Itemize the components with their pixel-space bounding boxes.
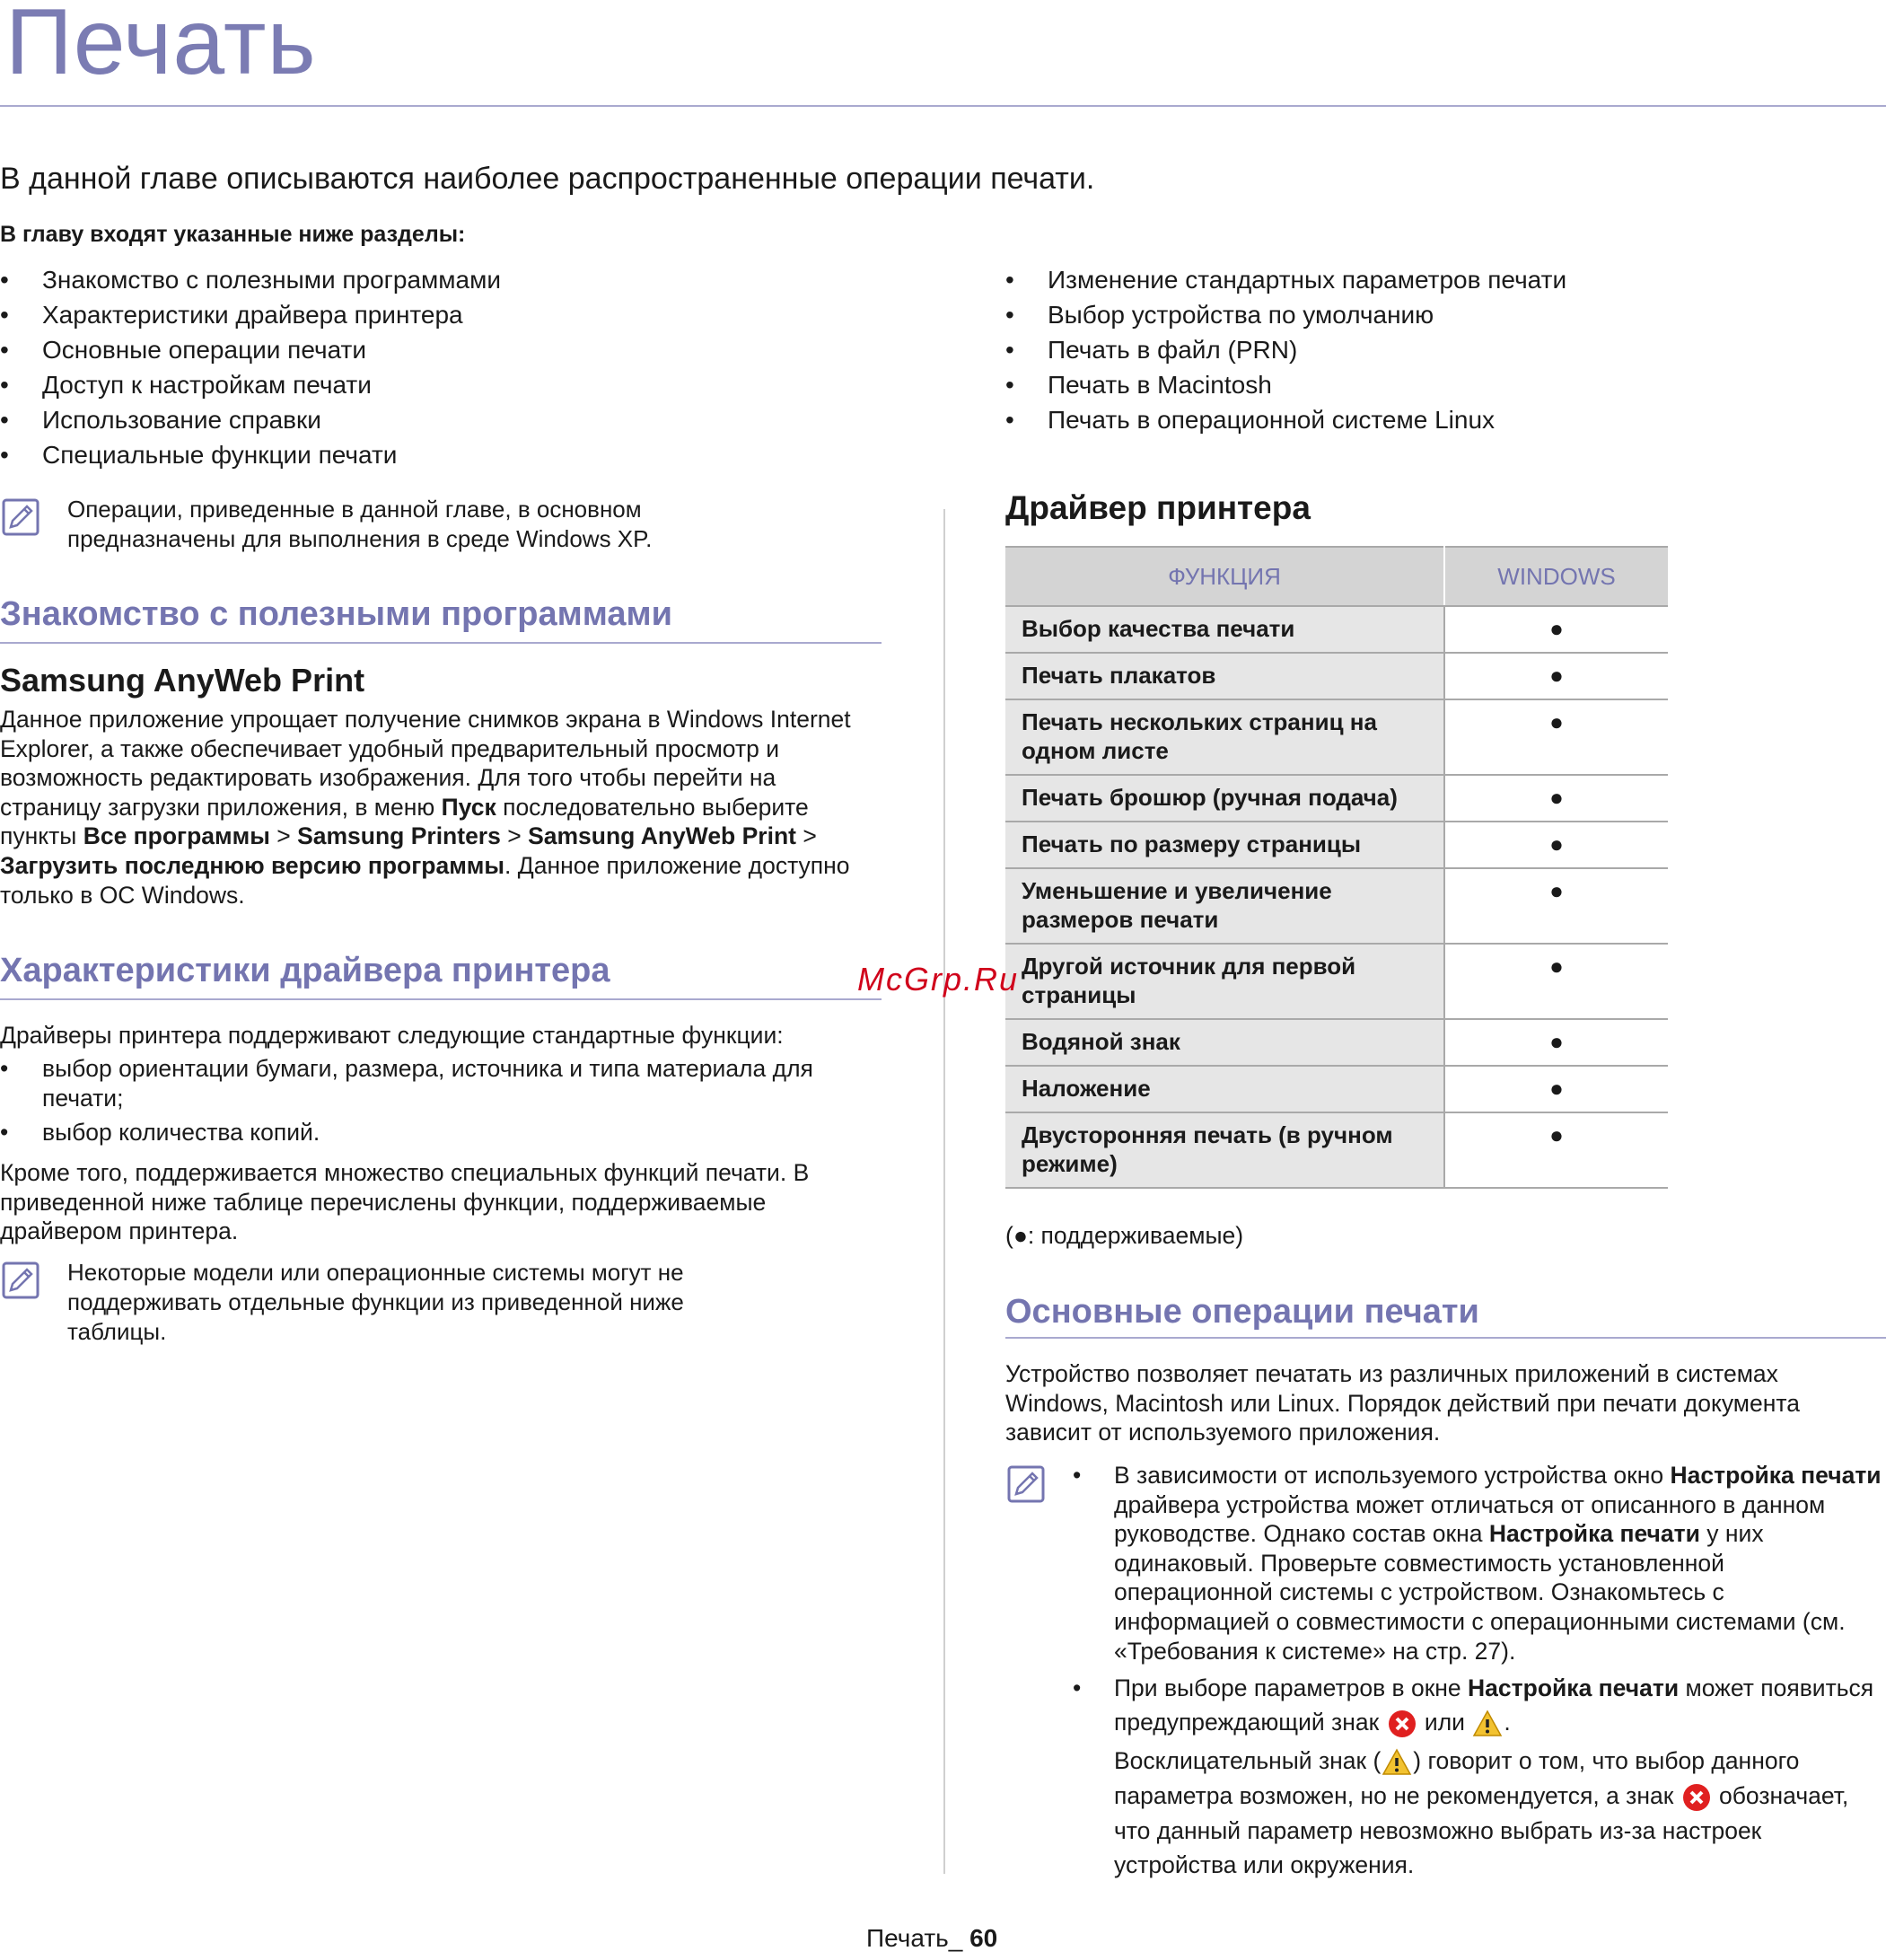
bullet: • — [0, 1119, 9, 1147]
text: или — [1417, 1709, 1472, 1736]
bullet: • — [1073, 1462, 1082, 1489]
basic-printing-notes — [1073, 1461, 1885, 1882]
support-dot: ● — [1444, 944, 1668, 1019]
function-cell: Печать нескольких страниц на одном листе — [1005, 699, 1444, 775]
driver-special-features: Кроме того, поддерживается множество специальных функций печати. В приведенной ниже таблице перечислены функции, поддерживаемые драйвером принтера. — [0, 1159, 810, 1245]
function-cell: Печать брошюр (ручная подача) — [1005, 775, 1444, 822]
page-title: Печать — [5, 0, 317, 94]
chapter-intro: В данной главе описываются наиболее распространенные операции печати. — [0, 162, 1095, 196]
table-row — [1005, 606, 1668, 653]
table-row — [1005, 868, 1668, 944]
function-cell: Печать по размеру страницы — [1005, 822, 1444, 868]
support-dot: ● — [1444, 868, 1668, 944]
table-row — [1005, 944, 1668, 1019]
list-item[interactable] — [1005, 262, 1566, 297]
table-row — [1005, 1112, 1668, 1188]
bullet: • — [0, 371, 9, 399]
section-heading-basic-printing: Основные операции печати — [1005, 1293, 1479, 1331]
separator: > — [795, 822, 817, 850]
error-icon — [1680, 1781, 1713, 1814]
anyweb-description — [0, 705, 882, 910]
separator: > — [500, 822, 529, 850]
table-legend: (●: поддерживаемые) — [1005, 1222, 1244, 1249]
error-icon — [1386, 1708, 1418, 1740]
bullet: • — [1005, 301, 1014, 329]
bullet: • — [0, 301, 9, 329]
function-cell: Наложение — [1005, 1066, 1444, 1112]
toc-item-label: Знакомство с полезными программами — [42, 266, 501, 294]
text: Восклицательный знак ( — [1114, 1747, 1382, 1775]
subheading-anyweb-print: Samsung AnyWeb Print — [0, 662, 365, 699]
toc-item-label: Печать в операционной системе Linux — [1048, 406, 1496, 434]
column-header-windows: WINDOWS — [1444, 547, 1668, 606]
note-windows-xp — [67, 495, 875, 554]
bullet: • — [1073, 1674, 1082, 1702]
support-dot: ● — [1444, 606, 1668, 653]
bullet: • — [0, 441, 9, 469]
section-divider — [0, 998, 882, 1000]
text: При выборе параметров в окне — [1114, 1674, 1469, 1702]
bullet: • — [1005, 266, 1014, 294]
section-divider — [0, 642, 882, 644]
toc-item-label: Использование справки — [42, 406, 321, 434]
note-pencil-icon — [2, 498, 39, 536]
toc-item-label: Специальные функции печати — [42, 441, 398, 469]
driver-features-intro: Драйверы принтера поддерживают следующие стандартные функции: — [0, 1022, 784, 1049]
note-line: Операции, приведенные в данной главе, в основном — [67, 496, 642, 523]
support-dot: ● — [1444, 699, 1668, 775]
text: драйвера устройства может отличаться от описанного в данном руководстве. Однако состав окна — [1114, 1490, 1826, 1548]
support-dot: ● — [1444, 1112, 1668, 1188]
list-item[interactable] — [1005, 367, 1566, 402]
toc-item-label: Основные операции печати — [42, 336, 366, 364]
list-item[interactable] — [0, 297, 501, 332]
column-header-function: ФУНКЦИЯ — [1005, 547, 1444, 606]
bullet: • — [0, 336, 9, 364]
list-item[interactable] — [0, 437, 501, 472]
window-name: Настройка печати — [1468, 1674, 1680, 1702]
toc-item-label: Печать в файл (PRN) — [1048, 336, 1298, 364]
text: последовательно выберите пункты — [0, 793, 809, 850]
bullet: • — [0, 266, 9, 294]
text: . — [1504, 1709, 1511, 1736]
text: В зависимости от используемого устройства окно — [1114, 1462, 1671, 1489]
note-models: Некоторые модели или операционные системы могут не поддерживать отдельные функции из приведенной ниже таблицы. — [67, 1259, 684, 1345]
driver-features-list — [0, 1054, 882, 1153]
basic-printing-text: Устройство позволяет печатать из различных приложений в системах Windows, Macintosh или Linux. Порядок действий при печати документа зависит от используемого приложения. — [1005, 1360, 1800, 1446]
list-item-text: выбор ориентации бумаги, размера, источника и типа материала для печати; — [42, 1055, 813, 1112]
list-item[interactable] — [1005, 297, 1566, 332]
list-item — [0, 1054, 882, 1112]
separator: > — [269, 822, 298, 850]
toc-left-list — [0, 262, 501, 472]
page-footer — [866, 1924, 997, 1953]
text: обозначает, что данный параметр невозможно выбрать из-за настроек устройства или окружения. — [1114, 1782, 1849, 1879]
function-cell: Другой источник для первой страницы — [1005, 944, 1444, 1019]
toc-item-label: Изменение стандартных параметров печати — [1048, 266, 1567, 294]
note-pencil-icon — [2, 1261, 39, 1299]
text: может появиться предупреждающий знак — [1114, 1674, 1874, 1736]
support-dot: ● — [1444, 1066, 1668, 1112]
menu-path-start: Пуск — [441, 793, 496, 821]
section-heading-useful-programs: Знакомство с полезными программами — [0, 595, 672, 633]
warning-icon — [1381, 1746, 1413, 1779]
bullet: • — [1005, 371, 1014, 399]
support-dot: ● — [1444, 653, 1668, 699]
watermark: McGrp.Ru — [857, 961, 1020, 998]
bullet: • — [1005, 336, 1014, 364]
list-item — [1073, 1671, 1885, 1882]
menu-path-samsung-printers: Samsung Printers — [297, 822, 501, 850]
list-item[interactable] — [0, 332, 501, 367]
list-item[interactable] — [1005, 402, 1566, 437]
section-divider — [1005, 1337, 1886, 1339]
table-row — [1005, 1019, 1668, 1066]
bullet: • — [1005, 406, 1014, 434]
section-heading-driver-features: Характеристики драйвера принтера — [0, 952, 610, 989]
table-header-row — [1005, 547, 1668, 606]
bullet: • — [0, 1055, 9, 1082]
table-row — [1005, 775, 1668, 822]
includes-label: В главу входят указанные ниже разделы: — [0, 222, 466, 247]
column-divider — [943, 509, 945, 1874]
support-dot: ● — [1444, 822, 1668, 868]
list-item-text: выбор количества копий. — [42, 1119, 320, 1147]
bullet: • — [0, 406, 9, 434]
toc-item-label: Выбор устройства по умолчанию — [1048, 301, 1434, 329]
driver-features-table — [1005, 546, 1668, 1189]
text: . Данное приложение доступно только в ОС Windows. — [0, 851, 850, 909]
table-row — [1005, 653, 1668, 699]
toc-item-label: Печать в Macintosh — [1048, 371, 1272, 399]
function-cell: Водяной знак — [1005, 1019, 1444, 1066]
support-dot: ● — [1444, 1019, 1668, 1066]
toc-item-label: Характеристики драйвера принтера — [42, 301, 463, 329]
menu-path-all-programs: Все программы — [83, 822, 270, 850]
function-cell: Уменьшение и увеличение размеров печати — [1005, 868, 1444, 944]
menu-path-download: Загрузить последнюю версию программы — [0, 851, 505, 879]
warning-explanation — [1114, 1744, 1885, 1882]
window-name: Настройка печати — [1488, 1520, 1700, 1548]
note-line: предназначены для выполнения в среде Windows XP. — [67, 525, 653, 552]
warning-icon — [1471, 1708, 1504, 1740]
note-pencil-icon — [1007, 1465, 1045, 1503]
function-cell: Выбор качества печати — [1005, 606, 1444, 653]
list-item[interactable] — [0, 262, 501, 297]
list-item[interactable] — [1005, 332, 1566, 367]
list-item[interactable] — [0, 402, 501, 437]
window-name: Настройка печати — [1670, 1462, 1882, 1489]
list-item[interactable] — [0, 367, 501, 402]
function-cell: Печать плакатов — [1005, 653, 1444, 699]
text: Данное приложение упрощает получение снимков экрана в Windows Internet Explorer, а также обеспечивает удобный предварительный просмотр и возможность редактировать изображения. Для того чтобы перейти на страницу загрузки приложения, в меню — [0, 706, 851, 821]
function-cell: Двусторонняя печать (в ручном режиме) — [1005, 1112, 1444, 1188]
list-item — [0, 1118, 882, 1147]
table-row — [1005, 699, 1668, 775]
text: у них одинаковый. Проверьте совместимость установленной операционной системы с устройством. Ознакомьтесь с информацией о совместимости с операционными системами (см. «Требования к системе» на стр. 27). — [1114, 1520, 1846, 1665]
table-row — [1005, 822, 1668, 868]
table-heading-driver: Драйвер принтера — [1005, 489, 1311, 526]
title-divider — [0, 105, 1886, 107]
menu-path-anyweb-print: Samsung AnyWeb Print — [528, 822, 796, 850]
footer-label: Печать_ — [866, 1924, 970, 1952]
toc-right-list — [1005, 262, 1566, 437]
text: ) говорит о том, что выбор данного параметра возможен, но не рекомендуется, а знак — [1114, 1747, 1800, 1810]
support-dot: ● — [1444, 775, 1668, 822]
page-number: 60 — [969, 1924, 998, 1952]
table-row — [1005, 1066, 1668, 1112]
toc-item-label: Доступ к настройкам печати — [42, 371, 372, 399]
list-item — [1073, 1461, 1885, 1666]
